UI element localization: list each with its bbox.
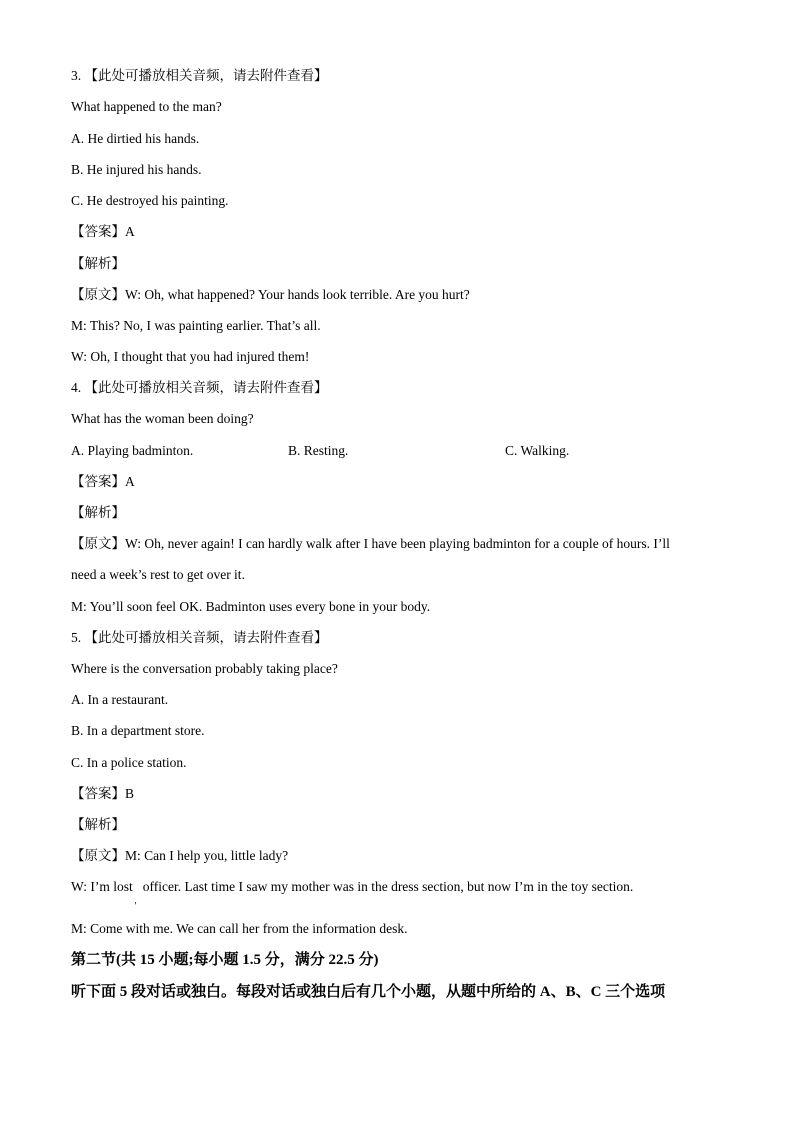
- q3-transcript-line-1: 【原文】W: Oh, what happened? Your hands look terrible. Are you hurt?: [71, 287, 470, 302]
- q4-transcript-line-1: 【原文】W: Oh, never again! I can hardly walk after I have been playing badminton for a couple of hours. I’ll: [71, 536, 670, 551]
- q4-transcript-line-3: M: You’ll soon feel OK. Badminton uses every bone in your body.: [71, 599, 431, 614]
- q3-answer: 【答案】A: [71, 224, 135, 239]
- q3-transcript-line-2: M: This? No, I was painting earlier. That’s all.: [71, 318, 321, 333]
- q4-heading: 4. 【此处可播放相关音频，请去附件查看】: [71, 380, 328, 395]
- q4-question: What has the woman been doing?: [71, 411, 254, 426]
- q3-question: What happened to the man?: [71, 99, 222, 114]
- q5-analysis: 【解析】: [71, 817, 125, 832]
- q3-option-c: C. He destroyed his painting.: [71, 193, 229, 208]
- q3-heading: 3. 【此处可播放相关音频，请去附件查看】: [71, 68, 328, 83]
- q5-question: Where is the conversation probably taking place?: [71, 661, 338, 676]
- q4-option-c: C. Walking.: [505, 443, 570, 458]
- q5-transcript-line-3: M: Come with me. We can call her from the information desk.: [71, 921, 408, 936]
- q4-option-b: B. Resting.: [288, 443, 349, 458]
- q5-option-b: B. In a department store.: [71, 723, 205, 738]
- q4-transcript-line-2: need a week’s rest to get over it.: [71, 567, 245, 582]
- q3-option-a: A. He dirtied his hands.: [71, 131, 200, 146]
- q5-transcript-line-1: 【原文】M: Can I help you, little lady?: [71, 848, 289, 863]
- q4-options-row: [71, 441, 711, 461]
- q5-transcript-line-2: [71, 877, 633, 897]
- q4-option-a: A. Playing badminton.: [71, 443, 194, 458]
- section2-title: 第二节(共 15 小题;每小题 1.5 分，满分 22.5 分): [71, 952, 379, 968]
- q5-option-a: A. In a restaurant.: [71, 692, 169, 707]
- q5-transcript-line-2-start: W: I’m lost: [71, 879, 133, 894]
- q5-transcript-line-2-rest: officer. Last time I saw my mother was in the dress section, but now I’m in the toy section.: [142, 879, 634, 894]
- q5-option-c: C. In a police station.: [71, 755, 187, 770]
- q4-answer: 【答案】A: [71, 474, 135, 489]
- q3-option-b: B. He injured his hands.: [71, 162, 202, 177]
- q3-transcript-line-3: W: Oh, I thought that you had injured them!: [71, 349, 310, 364]
- q5-answer: 【答案】B: [71, 786, 135, 801]
- q3-analysis: 【解析】: [71, 256, 125, 271]
- section2-instruction: 听下面 5 段对话或独白。每段对话或独白后有几个小题，从题中所给的 A、B、C 三个选项: [71, 984, 666, 1000]
- q4-analysis: 【解析】: [71, 505, 125, 520]
- q5-heading: 5. 【此处可播放相关音频，请去附件查看】: [71, 630, 328, 645]
